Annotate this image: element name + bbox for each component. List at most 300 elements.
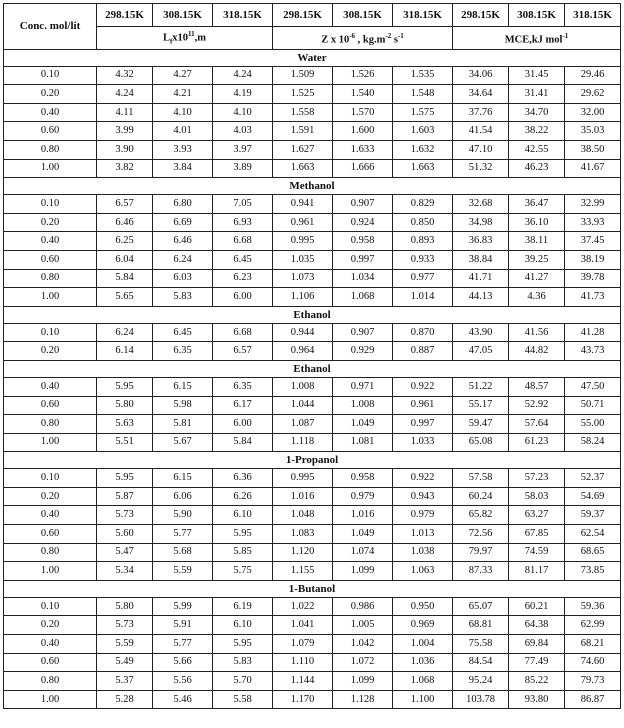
value-cell: 6.68 <box>213 323 273 342</box>
value-cell: 1.627 <box>273 140 333 159</box>
value-cell: 95.24 <box>453 672 509 691</box>
concentration-cell: 1.00 <box>4 433 97 452</box>
temp-header: 298.15K <box>453 4 509 27</box>
value-cell: 5.95 <box>213 525 273 544</box>
value-cell: 0.995 <box>273 469 333 488</box>
concentration-cell: 0.10 <box>4 195 97 214</box>
value-cell: 34.70 <box>509 103 565 122</box>
value-cell: 5.46 <box>153 690 213 709</box>
value-cell: 1.663 <box>273 159 333 178</box>
value-cell: 6.35 <box>153 342 213 361</box>
value-cell: 5.95 <box>97 469 153 488</box>
value-cell: 0.929 <box>333 342 393 361</box>
table-row <box>4 140 621 159</box>
value-cell: 1.110 <box>273 653 333 672</box>
value-cell: 0.943 <box>393 487 453 506</box>
value-cell: 1.068 <box>333 288 393 307</box>
value-cell: 5.47 <box>97 543 153 562</box>
value-cell: 0.922 <box>393 377 453 396</box>
value-cell: 60.21 <box>509 597 565 616</box>
value-cell: 1.049 <box>333 525 393 544</box>
concentration-cell: 0.10 <box>4 66 97 85</box>
value-cell: 62.99 <box>565 616 621 635</box>
concentration-cell: 1.00 <box>4 690 97 709</box>
value-cell: 1.591 <box>273 122 333 141</box>
section-header-row <box>4 178 621 195</box>
value-cell: 6.06 <box>153 487 213 506</box>
value-cell: 1.570 <box>333 103 393 122</box>
value-cell: 1.036 <box>393 653 453 672</box>
value-cell: 37.45 <box>565 232 621 251</box>
value-cell: 52.92 <box>509 396 565 415</box>
value-cell: 5.85 <box>213 543 273 562</box>
value-cell: 0.950 <box>393 597 453 616</box>
temp-header: 308.15K <box>153 4 213 27</box>
value-cell: 34.64 <box>453 85 509 104</box>
value-cell: 59.47 <box>453 415 509 434</box>
section-header-row <box>4 580 621 597</box>
value-cell: 0.986 <box>333 597 393 616</box>
concentration-cell: 0.10 <box>4 323 97 342</box>
value-cell: 1.083 <box>273 525 333 544</box>
table-row <box>4 672 621 691</box>
value-cell: 47.05 <box>453 342 509 361</box>
value-cell: 4.21 <box>153 85 213 104</box>
table-row <box>4 377 621 396</box>
value-cell: 1.155 <box>273 562 333 581</box>
value-cell: 4.01 <box>153 122 213 141</box>
section-header-row <box>4 452 621 469</box>
value-cell: 79.97 <box>453 543 509 562</box>
table-row <box>4 506 621 525</box>
value-cell: 6.03 <box>153 269 213 288</box>
table-row <box>4 342 621 361</box>
data-table <box>3 3 621 709</box>
value-cell: 29.46 <box>565 66 621 85</box>
value-cell: 69.84 <box>509 635 565 654</box>
value-cell: 1.106 <box>273 288 333 307</box>
value-cell: 5.84 <box>97 269 153 288</box>
value-cell: 5.83 <box>213 653 273 672</box>
value-cell: 5.37 <box>97 672 153 691</box>
value-cell: 0.887 <box>393 342 453 361</box>
temp-header: 298.15K <box>273 4 333 27</box>
concentration-cell: 0.40 <box>4 103 97 122</box>
value-cell: 68.81 <box>453 616 509 635</box>
value-cell: 6.36 <box>213 469 273 488</box>
value-cell: 6.19 <box>213 597 273 616</box>
value-cell: 1.081 <box>333 433 393 452</box>
value-cell: 6.46 <box>153 232 213 251</box>
value-cell: 1.100 <box>393 690 453 709</box>
table-row <box>4 288 621 307</box>
value-cell: 41.54 <box>453 122 509 141</box>
value-cell: 1.603 <box>393 122 453 141</box>
value-cell: 41.73 <box>565 288 621 307</box>
value-cell: 41.27 <box>509 269 565 288</box>
temp-header: 318.15K <box>565 4 621 27</box>
value-cell: 3.89 <box>213 159 273 178</box>
value-cell: 6.26 <box>213 487 273 506</box>
value-cell: 5.77 <box>153 525 213 544</box>
value-cell: 0.997 <box>333 250 393 269</box>
value-cell: 0.969 <box>393 616 453 635</box>
value-cell: 0.944 <box>273 323 333 342</box>
value-cell: 1.099 <box>333 672 393 691</box>
value-cell: 5.59 <box>153 562 213 581</box>
value-cell: 6.68 <box>213 232 273 251</box>
value-cell: 38.19 <box>565 250 621 269</box>
value-cell: 72.56 <box>453 525 509 544</box>
value-cell: 5.77 <box>153 635 213 654</box>
value-cell: 58.03 <box>509 487 565 506</box>
table-row <box>4 487 621 506</box>
value-cell: 5.56 <box>153 672 213 691</box>
value-cell: 0.922 <box>393 469 453 488</box>
value-cell: 6.10 <box>213 616 273 635</box>
concentration-cell: 0.10 <box>4 469 97 488</box>
value-cell: 67.85 <box>509 525 565 544</box>
value-cell: 0.829 <box>393 195 453 214</box>
value-cell: 77.49 <box>509 653 565 672</box>
value-cell: 31.41 <box>509 85 565 104</box>
value-cell: 1.049 <box>333 415 393 434</box>
value-cell: 3.93 <box>153 140 213 159</box>
value-cell: 36.47 <box>509 195 565 214</box>
value-cell: 36.10 <box>509 213 565 232</box>
value-cell: 68.65 <box>565 543 621 562</box>
value-cell: 48.57 <box>509 377 565 396</box>
value-cell: 47.50 <box>565 377 621 396</box>
value-cell: 55.00 <box>565 415 621 434</box>
value-cell: 1.509 <box>273 66 333 85</box>
value-cell: 6.69 <box>153 213 213 232</box>
value-cell: 1.041 <box>273 616 333 635</box>
value-cell: 4.36 <box>509 288 565 307</box>
value-cell: 93.80 <box>509 690 565 709</box>
value-cell: 5.28 <box>97 690 153 709</box>
table-row <box>4 66 621 85</box>
table-row <box>4 543 621 562</box>
value-cell: 1.118 <box>273 433 333 452</box>
value-cell: 6.23 <box>213 269 273 288</box>
value-cell: 5.68 <box>153 543 213 562</box>
section-title: 1-Propanol <box>4 452 621 469</box>
value-cell: 38.50 <box>565 140 621 159</box>
value-cell: 0.893 <box>393 232 453 251</box>
temp-header: 298.15K <box>97 4 153 27</box>
value-cell: 38.22 <box>509 122 565 141</box>
value-cell: 81.17 <box>509 562 565 581</box>
impedance-header: Z x $10^{-6}$ , $kg.m^{-2}$ $s^{-1}$ <box>273 27 453 50</box>
value-cell: 5.66 <box>153 653 213 672</box>
value-cell: 44.82 <box>509 342 565 361</box>
value-cell: 6.15 <box>153 469 213 488</box>
table-row <box>4 269 621 288</box>
value-cell: 34.06 <box>453 66 509 85</box>
value-cell: 5.75 <box>213 562 273 581</box>
table-row <box>4 250 621 269</box>
value-cell: 54.69 <box>565 487 621 506</box>
value-cell: 51.32 <box>453 159 509 178</box>
value-cell: 4.27 <box>153 66 213 85</box>
value-cell: 58.24 <box>565 433 621 452</box>
value-cell: 74.60 <box>565 653 621 672</box>
value-cell: 32.99 <box>565 195 621 214</box>
value-cell: 0.907 <box>333 323 393 342</box>
temp-header: 318.15K <box>393 4 453 27</box>
table-row <box>4 469 621 488</box>
value-cell: 87.33 <box>453 562 509 581</box>
value-cell: 1.663 <box>393 159 453 178</box>
value-cell: 1.575 <box>393 103 453 122</box>
concentration-cell: 0.80 <box>4 672 97 691</box>
mce-header: MCE,kJ mol$^{-1}$ <box>453 27 621 50</box>
value-cell: 62.54 <box>565 525 621 544</box>
value-cell: 1.170 <box>273 690 333 709</box>
value-cell: 59.36 <box>565 597 621 616</box>
value-cell: 0.997 <box>393 415 453 434</box>
table-row <box>4 635 621 654</box>
concentration-cell: 0.40 <box>4 635 97 654</box>
value-cell: 6.17 <box>213 396 273 415</box>
concentration-cell: 0.20 <box>4 487 97 506</box>
table-row <box>4 213 621 232</box>
section-title: 1-Butanol <box>4 580 621 597</box>
value-cell: 65.82 <box>453 506 509 525</box>
concentration-cell: 0.80 <box>4 269 97 288</box>
section-header-row <box>4 49 621 66</box>
value-cell: 1.008 <box>333 396 393 415</box>
value-cell: 4.32 <box>97 66 153 85</box>
value-cell: 1.035 <box>273 250 333 269</box>
header-row-temperatures <box>4 4 621 27</box>
value-cell: 5.70 <box>213 672 273 691</box>
concentration-cell: 0.20 <box>4 342 97 361</box>
value-cell: 35.03 <box>565 122 621 141</box>
value-cell: 5.91 <box>153 616 213 635</box>
value-cell: 6.24 <box>153 250 213 269</box>
table-row <box>4 616 621 635</box>
value-cell: 1.079 <box>273 635 333 654</box>
value-cell: 1.008 <box>273 377 333 396</box>
value-cell: 1.548 <box>393 85 453 104</box>
value-cell: 38.84 <box>453 250 509 269</box>
value-cell: 5.90 <box>153 506 213 525</box>
value-cell: 0.933 <box>393 250 453 269</box>
value-cell: 0.979 <box>333 487 393 506</box>
value-cell: 68.21 <box>565 635 621 654</box>
value-cell: 6.25 <box>97 232 153 251</box>
temp-header: 318.15K <box>213 4 273 27</box>
value-cell: 5.80 <box>97 396 153 415</box>
value-cell: 4.03 <box>213 122 273 141</box>
concentration-cell: 0.40 <box>4 232 97 251</box>
value-cell: 0.995 <box>273 232 333 251</box>
table-row <box>4 159 621 178</box>
value-cell: 31.45 <box>509 66 565 85</box>
value-cell: 41.67 <box>565 159 621 178</box>
value-cell: 6.57 <box>97 195 153 214</box>
concentration-cell: 1.00 <box>4 288 97 307</box>
value-cell: 63.27 <box>509 506 565 525</box>
value-cell: 5.65 <box>97 288 153 307</box>
section-title: Ethanol <box>4 360 621 377</box>
value-cell: 1.072 <box>333 653 393 672</box>
value-cell: 1.073 <box>273 269 333 288</box>
value-cell: 1.014 <box>393 288 453 307</box>
concentration-cell: 0.10 <box>4 597 97 616</box>
value-cell: 51.22 <box>453 377 509 396</box>
section-title: Ethanol <box>4 306 621 323</box>
table-row <box>4 103 621 122</box>
concentration-cell: 0.60 <box>4 250 97 269</box>
value-cell: 1.120 <box>273 543 333 562</box>
value-cell: 0.924 <box>333 213 393 232</box>
value-cell: 1.632 <box>393 140 453 159</box>
concentration-cell: 1.00 <box>4 562 97 581</box>
value-cell: 39.25 <box>509 250 565 269</box>
value-cell: 5.67 <box>153 433 213 452</box>
value-cell: 0.961 <box>273 213 333 232</box>
value-cell: 5.51 <box>97 433 153 452</box>
section-title: Methanol <box>4 178 621 195</box>
value-cell: 1.144 <box>273 672 333 691</box>
value-cell: 6.57 <box>213 342 273 361</box>
value-cell: 1.004 <box>393 635 453 654</box>
value-cell: 3.97 <box>213 140 273 159</box>
value-cell: 0.958 <box>333 232 393 251</box>
value-cell: 37.76 <box>453 103 509 122</box>
value-cell: 6.45 <box>213 250 273 269</box>
value-cell: 1.099 <box>333 562 393 581</box>
value-cell: 1.633 <box>333 140 393 159</box>
value-cell: 1.540 <box>333 85 393 104</box>
value-cell: 5.87 <box>97 487 153 506</box>
value-cell: 65.08 <box>453 433 509 452</box>
table-row <box>4 562 621 581</box>
value-cell: 29.62 <box>565 85 621 104</box>
header-row-quantities <box>4 27 621 50</box>
value-cell: 60.24 <box>453 487 509 506</box>
table-row <box>4 653 621 672</box>
value-cell: 75.58 <box>453 635 509 654</box>
value-cell: 1.042 <box>333 635 393 654</box>
table-row <box>4 232 621 251</box>
value-cell: 6.80 <box>153 195 213 214</box>
value-cell: 85.22 <box>509 672 565 691</box>
value-cell: 65.07 <box>453 597 509 616</box>
value-cell: 34.98 <box>453 213 509 232</box>
value-cell: 5.81 <box>153 415 213 434</box>
value-cell: 1.526 <box>333 66 393 85</box>
value-cell: 41.71 <box>453 269 509 288</box>
value-cell: 38.11 <box>509 232 565 251</box>
value-cell: 1.048 <box>273 506 333 525</box>
value-cell: 5.80 <box>97 597 153 616</box>
value-cell: 36.83 <box>453 232 509 251</box>
value-cell: 74.59 <box>509 543 565 562</box>
value-cell: 7.05 <box>213 195 273 214</box>
concentration-cell: 0.80 <box>4 140 97 159</box>
value-cell: 1.005 <box>333 616 393 635</box>
value-cell: 41.56 <box>509 323 565 342</box>
value-cell: 43.90 <box>453 323 509 342</box>
value-cell: 0.907 <box>333 195 393 214</box>
value-cell: 42.55 <box>509 140 565 159</box>
value-cell: 5.99 <box>153 597 213 616</box>
concentration-cell: 0.20 <box>4 616 97 635</box>
value-cell: 1.022 <box>273 597 333 616</box>
table-row <box>4 323 621 342</box>
value-cell: 6.10 <box>213 506 273 525</box>
value-cell: 1.068 <box>393 672 453 691</box>
value-cell: 0.971 <box>333 377 393 396</box>
value-cell: 1.600 <box>333 122 393 141</box>
value-cell: 59.37 <box>565 506 621 525</box>
table-row <box>4 195 621 214</box>
value-cell: 61.23 <box>509 433 565 452</box>
value-cell: 1.034 <box>333 269 393 288</box>
section-header-row <box>4 360 621 377</box>
value-cell: 1.063 <box>393 562 453 581</box>
value-cell: 84.54 <box>453 653 509 672</box>
value-cell: 50.71 <box>565 396 621 415</box>
value-cell: 6.45 <box>153 323 213 342</box>
table-row <box>4 597 621 616</box>
value-cell: 5.83 <box>153 288 213 307</box>
concentration-cell: 0.60 <box>4 396 97 415</box>
conc-header: Conc. mol/lit <box>4 4 97 50</box>
value-cell: 73.85 <box>565 562 621 581</box>
value-cell: 79.73 <box>565 672 621 691</box>
concentration-cell: 0.80 <box>4 543 97 562</box>
section-title: Water <box>4 49 621 66</box>
value-cell: 5.63 <box>97 415 153 434</box>
value-cell: 0.961 <box>393 396 453 415</box>
value-cell: 4.24 <box>97 85 153 104</box>
table-row <box>4 85 621 104</box>
value-cell: 44.13 <box>453 288 509 307</box>
value-cell: 5.95 <box>213 635 273 654</box>
value-cell: 4.10 <box>213 103 273 122</box>
value-cell: 6.35 <box>213 377 273 396</box>
free-length-header: $L_fx10^{11},m$ <box>97 27 273 50</box>
temp-header: 308.15K <box>509 4 565 27</box>
value-cell: 103.78 <box>453 690 509 709</box>
concentration-cell: 0.20 <box>4 85 97 104</box>
concentration-cell: 1.00 <box>4 159 97 178</box>
concentration-cell: 0.80 <box>4 415 97 434</box>
value-cell: 0.941 <box>273 195 333 214</box>
value-cell: 6.04 <box>97 250 153 269</box>
value-cell: 4.10 <box>153 103 213 122</box>
value-cell: 6.15 <box>153 377 213 396</box>
concentration-cell: 0.60 <box>4 122 97 141</box>
table-row <box>4 525 621 544</box>
value-cell: 3.90 <box>97 140 153 159</box>
concentration-cell: 0.60 <box>4 653 97 672</box>
value-cell: 5.84 <box>213 433 273 452</box>
value-cell: 6.46 <box>97 213 153 232</box>
value-cell: 41.28 <box>565 323 621 342</box>
concentration-cell: 0.40 <box>4 377 97 396</box>
value-cell: 57.23 <box>509 469 565 488</box>
value-cell: 6.00 <box>213 415 273 434</box>
value-cell: 47.10 <box>453 140 509 159</box>
value-cell: 55.17 <box>453 396 509 415</box>
value-cell: 0.964 <box>273 342 333 361</box>
